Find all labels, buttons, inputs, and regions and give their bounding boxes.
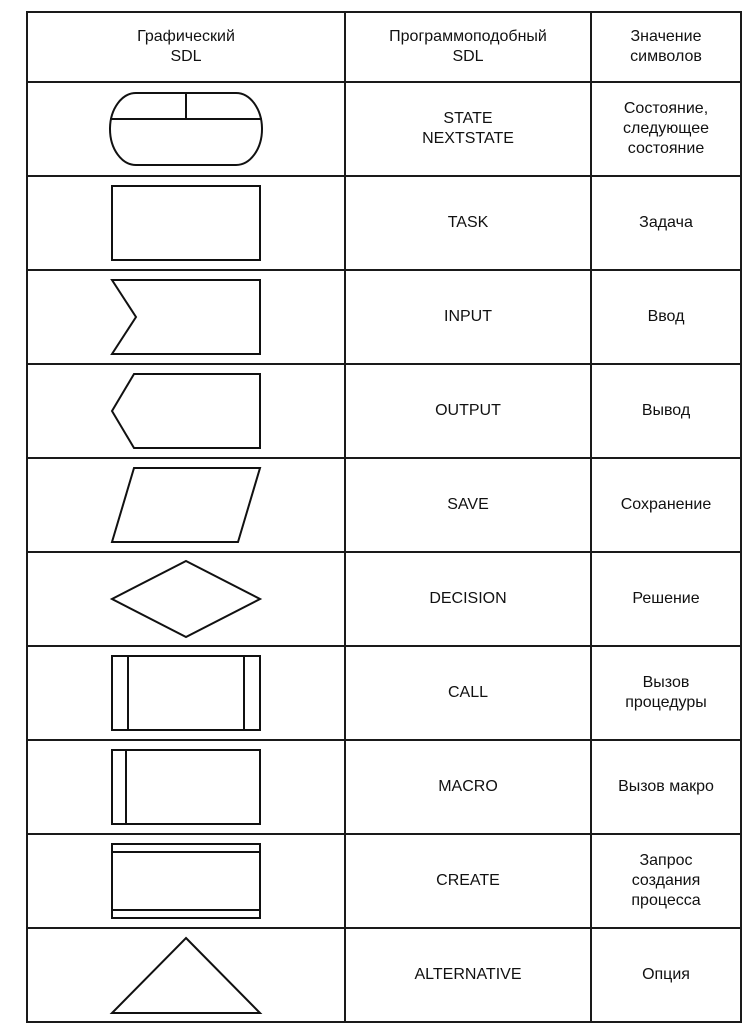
keyword-cell xyxy=(345,270,591,364)
symbol-cell xyxy=(27,458,345,552)
meaning-label: Вызов макро xyxy=(618,778,714,795)
table-row xyxy=(27,270,741,364)
table-header-row xyxy=(27,12,741,82)
decision-symbol-icon xyxy=(106,559,266,639)
header-graphic-label: Графический SDL xyxy=(137,28,235,65)
symbol-cell xyxy=(27,82,345,176)
table-row xyxy=(27,458,741,552)
meaning-label: Сохранение xyxy=(620,496,712,513)
symbol-cell xyxy=(27,364,345,458)
keyword-cell xyxy=(345,552,591,646)
meaning-label: Состояние, следующее состояние xyxy=(623,100,709,157)
input-symbol-icon xyxy=(106,277,266,357)
header-meaning-label: Значение символов xyxy=(630,28,702,65)
meaning-cell xyxy=(591,646,741,740)
symbol-cell xyxy=(27,552,345,646)
keyword-cell xyxy=(345,458,591,552)
meaning-label: Задача xyxy=(639,214,693,231)
meaning-label: Ввод xyxy=(647,308,685,325)
keyword-label: TASK xyxy=(447,214,489,231)
keyword-label: OUTPUT xyxy=(435,402,501,419)
keyword-cell xyxy=(345,82,591,176)
call-symbol-icon xyxy=(106,653,266,733)
keyword-label: MACRO xyxy=(438,778,498,795)
symbol-cell xyxy=(27,176,345,270)
symbol-cell xyxy=(27,270,345,364)
header-programmatic xyxy=(345,12,591,82)
meaning-cell xyxy=(591,270,741,364)
header-programmatic-label: Программоподобный SDL xyxy=(389,28,547,65)
keyword-cell xyxy=(345,646,591,740)
sdl-symbols-table xyxy=(26,11,742,1023)
keyword-label: DECISION xyxy=(429,590,507,607)
keyword-label: ALTERNATIVE xyxy=(414,966,522,983)
keyword-label: STATE NEXTSTATE xyxy=(422,110,514,147)
save-symbol-icon xyxy=(106,465,266,545)
keyword-label: CALL xyxy=(447,684,489,701)
symbol-cell xyxy=(27,646,345,740)
keyword-label: CREATE xyxy=(436,872,500,889)
table-row xyxy=(27,928,741,1022)
task-symbol-icon xyxy=(106,183,266,263)
symbol-cell xyxy=(27,928,345,1022)
output-symbol-icon xyxy=(106,371,266,451)
meaning-cell xyxy=(591,82,741,176)
keyword-label: SAVE xyxy=(447,496,489,513)
meaning-label: Вызов процедуры xyxy=(625,674,707,711)
keyword-cell xyxy=(345,176,591,270)
state-symbol-icon xyxy=(106,89,266,169)
table-row xyxy=(27,834,741,928)
header-meaning xyxy=(591,12,741,82)
keyword-cell xyxy=(345,928,591,1022)
meaning-cell xyxy=(591,364,741,458)
meaning-label: Решение xyxy=(632,590,700,607)
symbol-cell xyxy=(27,740,345,834)
create-symbol-icon xyxy=(106,841,266,921)
header-graphic xyxy=(27,12,345,82)
table-row xyxy=(27,364,741,458)
table-row xyxy=(27,82,741,176)
table-row xyxy=(27,552,741,646)
alternative-symbol-icon xyxy=(106,934,266,1016)
meaning-label: Опция xyxy=(642,966,690,983)
table-row xyxy=(27,740,741,834)
meaning-label: Запрос создания процесса xyxy=(631,852,701,909)
keyword-cell xyxy=(345,364,591,458)
meaning-cell xyxy=(591,552,741,646)
meaning-cell xyxy=(591,834,741,928)
symbol-cell xyxy=(27,834,345,928)
meaning-cell xyxy=(591,928,741,1022)
meaning-cell xyxy=(591,458,741,552)
keyword-label: INPUT xyxy=(444,308,492,325)
table-row xyxy=(27,646,741,740)
meaning-label: Вывод xyxy=(641,402,691,419)
meaning-cell xyxy=(591,176,741,270)
table-row xyxy=(27,176,741,270)
meaning-cell xyxy=(591,740,741,834)
keyword-cell xyxy=(345,834,591,928)
keyword-cell xyxy=(345,740,591,834)
macro-symbol-icon xyxy=(106,747,266,827)
